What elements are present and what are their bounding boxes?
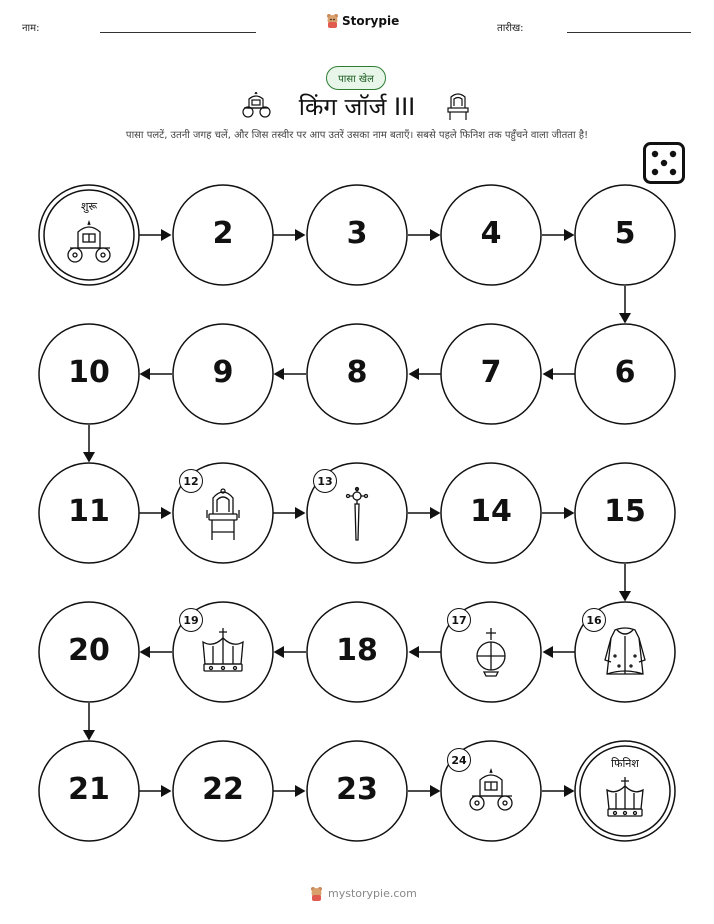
space-number: 14 <box>470 494 512 529</box>
space-number-badge: 19 <box>179 608 203 632</box>
name-label: नाम: <box>22 23 40 34</box>
space-number: 15 <box>604 494 646 529</box>
game-type-badge: पासा खेल <box>326 66 386 90</box>
brand-name: Storypie <box>342 13 400 28</box>
space-number: 8 <box>346 355 368 390</box>
space-number: 9 <box>212 355 234 390</box>
space-number-badge: 16 <box>582 608 606 632</box>
footer-url[interactable]: mystorypie.com <box>328 887 417 900</box>
space-number: 22 <box>202 772 244 807</box>
space-number: 21 <box>68 772 110 807</box>
space-number: 18 <box>336 633 378 668</box>
space-number: 7 <box>480 355 502 390</box>
space-number: 2 <box>212 216 234 251</box>
space-number-badge: 17 <box>447 608 471 632</box>
space-number: 11 <box>68 494 110 529</box>
space-number-badge: 24 <box>447 748 471 772</box>
space-number-badge: 13 <box>313 469 337 493</box>
space-number: 5 <box>614 216 636 251</box>
start-label: शुरू <box>80 200 98 213</box>
space-number: 10 <box>68 355 110 390</box>
space-number: 23 <box>336 772 378 807</box>
page-title: किंग जॉर्ज III <box>298 93 416 121</box>
finish-label: फिनिश <box>611 757 639 770</box>
footer <box>310 886 417 901</box>
space-number: 3 <box>346 216 368 251</box>
bear-icon <box>310 886 323 901</box>
space-number: 4 <box>480 216 502 251</box>
date-label: तारीख: <box>497 23 524 34</box>
space-number: 20 <box>68 633 110 668</box>
instructions: पासा पलटें, उतनी जगह चलें, और जिस तस्वीर पर आप उतरें उसका नाम बताएँ। सबसे पहले फिनिश तक पहुँचने वाला जीतता है! <box>125 130 589 141</box>
space-number: 6 <box>614 355 636 390</box>
space-number-badge: 12 <box>179 469 203 493</box>
